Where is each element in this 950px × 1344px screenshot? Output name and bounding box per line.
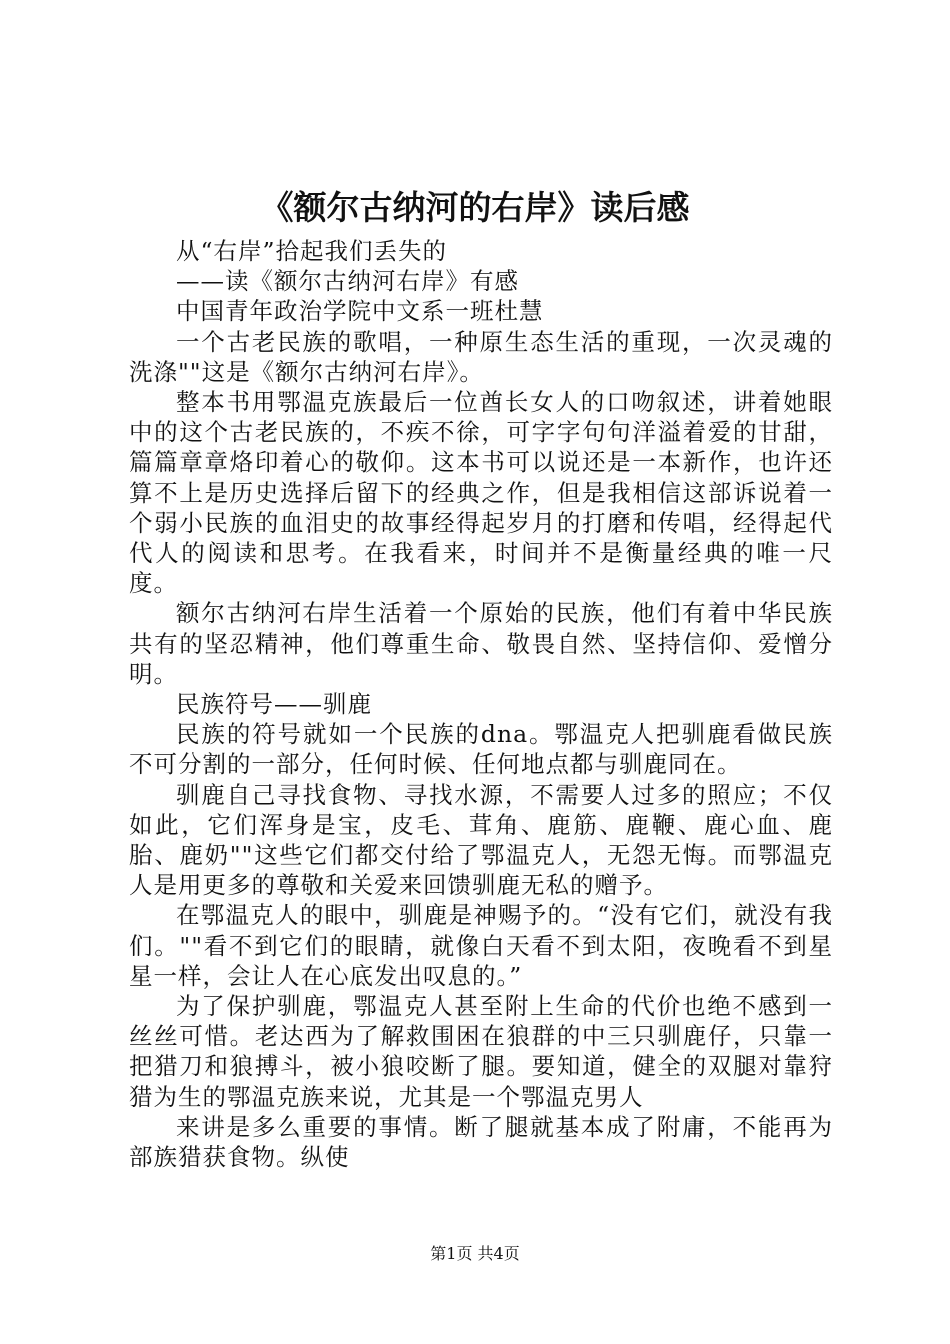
document-title: 《额尔古纳河的右岸》读后感: [260, 188, 690, 227]
page-number-footer: 第1页 共4页: [430, 1244, 520, 1263]
body-paragraph: 为了保护驯鹿，鄂温克人甚至附上生命的代价也绝不感到一丝丝可惜。老达西为了解救围困在狼群的中三只驯鹿仔，只靠一把猎刀和狼搏斗，被小狼咬断了腿。要知道，健全的双腿对靠狩猎为生的鄂温克族来说，尤其是一个鄂温克男人: [129, 992, 833, 1111]
subtitle-line: 从“右岸”拾起我们丢失的: [176, 237, 448, 265]
section-heading: 民族符号——驯鹿: [176, 690, 372, 719]
body-paragraph: 驯鹿自己寻找食物、寻找水源，不需要人过多的照应；不仅如此，它们浑身是宝，皮毛、茸角、鹿筋、鹿鞭、鹿心血、鹿胎、鹿奶""这些它们都交付给了鄂温克人，无怨无悔。而鄂温克人是用更多的尊敬和关爱来回馈驯鹿无私的赠予。: [129, 780, 833, 900]
author-line: 中国青年政治学院中文系一班杜慧: [176, 297, 544, 326]
body-paragraph: 一个古老民族的歌唱，一种原生态生活的重现，一次灵魂的洗涤""这是《额尔古纳河右岸》。: [129, 327, 833, 386]
subtitle-line: ——读《额尔古纳河右岸》有感: [176, 267, 519, 296]
body-paragraph: 在鄂温克人的眼中，驯鹿是神赐予的。“没有它们，就没有我们。""看不到它们的眼睛，就像白天看不到太阳，夜晚看不到星星一样，会让人在心底发出叹息的。”: [129, 901, 833, 990]
body-paragraph: 民族的符号就如一个民族的dna。鄂温克人把驯鹿看做民族不可分割的一部分，任何时候、任何地点都与驯鹿同在。: [129, 720, 833, 779]
body-paragraph: 来讲是多么重要的事情。断了腿就基本成了附庸，不能再为部族猎获食物。纵使: [129, 1112, 833, 1172]
document-body: [129, 236, 833, 1172]
body-paragraph: 额尔古纳河右岸生活着一个原始的民族，他们有着中华民族共有的坚忍精神，他们尊重生命、敬畏自然、坚持信仰、爱憎分明。: [129, 599, 833, 688]
body-paragraph: 整本书用鄂温克族最后一位酋长女人的口吻叙述，讲着她眼中的这个古老民族的，不疾不徐，可字字句句洋溢着爱的甘甜，篇篇章章烙印着心的敬仰。这本书可以说还是一本新作，也许还算不上是历史选择后留下的经典之作，但是我相信这部诉说着一个弱小民族的血泪史的故事经得起岁月的打磨和传唱，经得起代代人的阅读和思考。在我看来，时间并不是衡量经典的唯一尺度。: [129, 388, 833, 598]
